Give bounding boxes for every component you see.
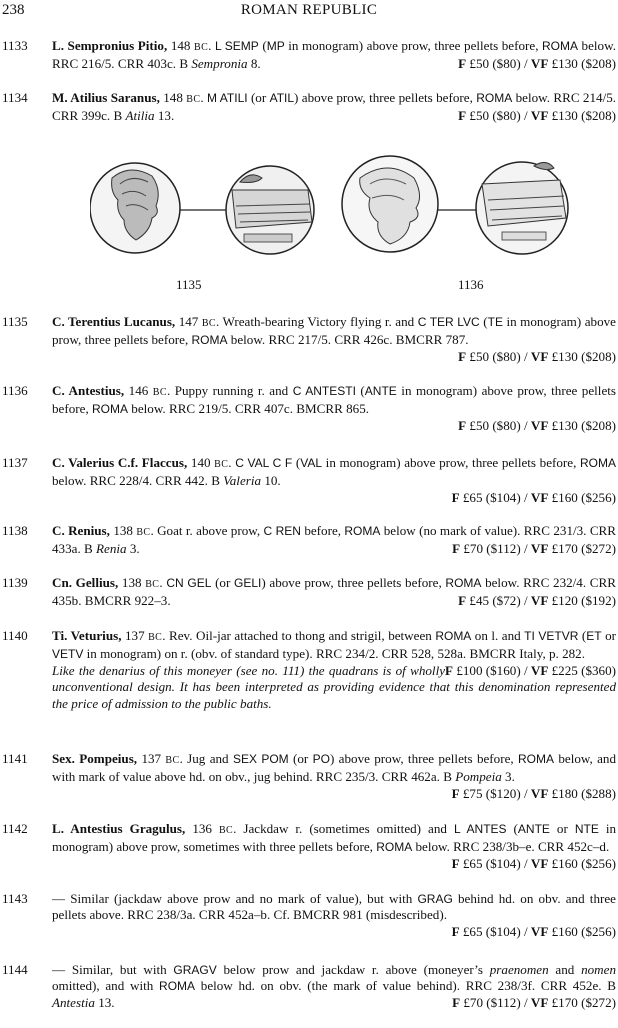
catalog-entry-1133 — [0, 38, 618, 73]
entry-number: 1142 — [2, 821, 28, 836]
coin-legend: L SEMP — [214, 39, 259, 53]
price-line: F £50 ($80) / VF £130 ($208) — [458, 348, 616, 364]
coin-legend: ROMA — [542, 39, 579, 53]
coin-legend: ANTE — [364, 384, 397, 398]
entry-text: L. Antestius Gragulus, 136 BC. Jackdaw r. (sometimes omitted) and L ANTES (ANTE or NTE in monogram) above prow, sometimes with three pellets before, ROMA below. RRC 238/3b–e. CRR 452c–d. F £65 ($104) / VF £160 ($256) — [52, 821, 617, 871]
coin-legend: C TER LVC — [417, 315, 480, 329]
coin-legend: C ANTESTI — [292, 384, 356, 398]
coin-legend: CN GEL — [166, 576, 212, 590]
coin-1136-reverse — [476, 162, 568, 254]
reference-name: Renia — [96, 541, 127, 557]
coin-legend: ROMA — [376, 840, 413, 855]
entry-number: 1135 — [2, 314, 28, 329]
reference-name: Pompeia — [455, 769, 502, 785]
entry-number: 1139 — [2, 575, 28, 590]
coin-legend: ANTE — [517, 822, 550, 836]
coin-legend: M ATILI — [207, 91, 248, 105]
entry-number: 1141 — [2, 751, 28, 766]
moneyer-name: L. Sempronius Pitio, — [52, 38, 168, 53]
moneyer-name: L. Antestius Gragulus, — [52, 821, 186, 836]
moneyer-name: Cn. Gellius, — [52, 575, 119, 590]
coin-legend: GRAG — [417, 892, 453, 906]
running-header — [0, 2, 618, 20]
coin-legend: ROMA — [344, 524, 381, 538]
entry-text: L. Sempronius Pitio, 148 BC. L SEMP (MP in monogram) above prow, three pellets before, ROMA below. RRC 216/5. CRR 403c. B Sempronia 8. F £50 ($80) / VF £130 ($208) — [52, 38, 616, 72]
coin-legend: MP — [266, 39, 285, 53]
entry-number: 1143 — [2, 891, 28, 906]
moneyer-name: C. Renius, — [52, 523, 110, 538]
price-line: F £65 ($104) / VF £160 ($256) — [451, 855, 616, 871]
catalog-entry-1142 — [0, 821, 618, 872]
entry-text: Ti. Veturius, 137 BC. Rev. Oil-jar attached to thong and strigil, between ROMA on l. and TI VETVR (ET or VETV in monogram) on r. (obv. of standard type). RRC 234/2. CRR 528, 528a. BMCRR Italy, p. 282. F £100 ($160) / VF £225 ($360) Like the denarius of this moneyer (see no. 111) the quadrans is of wholly unconventional design. It has been interpreted as providing evidence that this denomination represented the price of admission to the public baths. — [52, 628, 617, 711]
coin-legend: ET — [586, 629, 602, 643]
moneyer-name: M. Atilius Saranus, — [52, 90, 160, 105]
entry-text: M. Atilius Saranus, 148 BC. M ATILI (or ATIL) above prow, three pellets before, ROMA below. RRC 214/5. CRR 399c. B Atilia 13. F £50 ($80) / VF £130 ($208) — [52, 90, 617, 124]
catalog-entry-1139 — [0, 575, 618, 610]
coin-legend: GELI — [234, 576, 262, 590]
price-line: F £70 ($112) / VF £170 ($272) — [452, 541, 616, 557]
coin-legend: C REN — [263, 524, 301, 538]
figure-caption: 1136 — [458, 277, 484, 292]
coin-1135-reverse — [226, 166, 314, 254]
catalog-entry-1141 — [0, 751, 618, 802]
coin-legend: VETV — [52, 647, 84, 662]
coin-legend: PO — [312, 752, 330, 766]
catalog-entry-1135 — [0, 314, 618, 365]
entry-number: 1138 — [2, 523, 28, 538]
page-number: 238 — [2, 2, 25, 18]
coin-legend: TE — [487, 315, 503, 329]
reference-name: Valeria — [223, 473, 262, 489]
entry-text: C. Terentius Lucanus, 147 BC. Wreath-bearing Victory flying r. and C TER LVC (TE in monogram) above prow, three pellets before, ROMA below. RRC 217/5. CRR 426c. BMCRR 787. F £50 ($80) / VF £130 ($208) — [52, 314, 616, 364]
price-line: F £65 ($104) / VF £160 ($256) — [451, 489, 616, 505]
entry-text: C. Antestius, 146 BC. Puppy running r. and C ANTESTI (ANTE in monogram) above prow, three pellets before, ROMA below. RRC 219/5. CRR 407c. BMCRR 865. F £50 ($80) / VF £130 ($208) — [52, 383, 616, 433]
price-line: F £100 ($160) / VF £225 ($360) — [445, 662, 616, 678]
entry-number: 1140 — [2, 628, 28, 643]
price-line: F £65 ($104) / VF £160 ($256) — [451, 923, 616, 939]
coin-legend: ROMA — [92, 402, 128, 417]
coin-legend: ROMA — [191, 333, 228, 348]
coin-legend: ROMA — [445, 576, 482, 590]
price-line: F £75 ($120) / VF £180 ($288) — [451, 785, 616, 801]
price-line: F £50 ($80) / VF £130 ($208) — [458, 417, 616, 433]
price-line: F £50 ($80) / VF £130 ($208) — [458, 108, 616, 124]
entry-number: 1144 — [2, 962, 28, 977]
catalog-entry-1138 — [0, 523, 618, 558]
coin-legend: L ANTES — [453, 822, 507, 836]
moneyer-name: C. Valerius C.f. Flaccus, — [52, 455, 188, 470]
coin-legend: NTE — [574, 822, 599, 836]
coin-illustrations — [90, 148, 590, 298]
entry-text: Cn. Gellius, 138 BC. CN GEL (or GELI) above prow, three pellets before, ROMA below. RRC 232/4. CRR 435b. BMCRR 922–3. F £45 ($72) / VF £120 ($192) — [52, 575, 616, 609]
reference-name: Atilia — [125, 108, 155, 124]
coin-legend: C VAL C F — [235, 456, 293, 470]
coin-legend: ROMA — [580, 456, 616, 470]
moneyer-name: C. Antestius, — [52, 383, 125, 398]
moneyer-name: Sex. Pompeius, — [52, 751, 138, 766]
coin-legend: ROMA — [476, 91, 513, 105]
figure-caption: 1135 — [176, 277, 202, 292]
catalog-entry-1143 — [0, 891, 618, 940]
running-title: ROMAN REPUBLIC — [240, 2, 378, 18]
coin-legend: TI VETVR — [524, 629, 579, 643]
entry-text: — Similar (jackdaw above prow and no mark of value), but with GRAG behind hd. on obv. and three pellets above. RRC 238/3a. CRR 452a–b. Cf. BMCRR 981 (misdescribed). F £65 ($104) / VF £160 ($256) — [52, 891, 616, 939]
entry-date: 148 — [170, 38, 191, 53]
coin-1136-obverse — [342, 156, 438, 252]
entry-note: Like the denarius of this moneyer (see no. 111) the quadrans is of wholly unconventional design. It has been interpreted as providing evidence that this denomination represented the price of admission to the public baths. — [52, 662, 616, 711]
catalog-entry-1137 — [0, 455, 618, 506]
reference-name: Sempronia — [191, 56, 248, 72]
moneyer-name: C. Terentius Lucanus, — [52, 314, 176, 329]
entry-text: — Similar, but with GRAGV below prow and jackdaw r. above (moneyer’s praenomen and nomen omitted), and with ROMA below hd. on obv. (the mark of value behind). RRC 238/3f. CRR 452e. B Antestia 13. F £70 ($112) / VF £170 ($272) — [52, 962, 616, 1010]
coin-legend: ROMA — [435, 629, 472, 643]
coin-legend: SEX POM — [232, 752, 289, 766]
entry-text: Sex. Pompeius, 137 BC. Jug and SEX POM (or PO) above prow, three pellets before, ROMA below, and with mark of value above hd. on obv., jug behind. RRC 235/3. CRR 462a. B Pompeia 3. F £75 ($120) / VF £180 ($288) — [52, 751, 616, 801]
entry-number: 1133 — [2, 38, 28, 53]
coin-legend: ROMA — [159, 979, 196, 994]
coin-drawings — [90, 148, 590, 298]
coin-legend: VAL — [300, 456, 323, 470]
coin-legend: GRAGV — [173, 963, 217, 977]
era-label: BC — [194, 42, 209, 53]
price-line: F £50 ($80) / VF £130 ($208) — [458, 56, 616, 72]
coin-legend: ROMA — [518, 752, 554, 766]
price-line: F £70 ($112) / VF £170 ($272) — [452, 994, 616, 1010]
reference-name: Antestia — [52, 994, 95, 1010]
entry-number: 1137 — [2, 455, 28, 470]
entry-text: C. Valerius C.f. Flaccus, 140 BC. C VAL C F (VAL in monogram) above prow, three pellets before, ROMA below. RRC 228/4. CRR 442. B Valeria 10. F £65 ($104) / VF £160 ($256) — [52, 455, 616, 505]
price-line: F £45 ($72) / VF £120 ($192) — [458, 593, 616, 609]
catalog-entry-1140 — [0, 628, 618, 712]
moneyer-name: Ti. Veturius, — [52, 628, 122, 643]
catalog-entry-1134 — [0, 90, 618, 125]
coin-1135-obverse — [90, 163, 180, 253]
entry-number: 1136 — [2, 383, 28, 398]
catalog-entry-1144 — [0, 962, 618, 1011]
catalog-entry-1136 — [0, 383, 618, 434]
entry-text: C. Renius, 138 BC. Goat r. above prow, C REN before, ROMA below (no mark of value). RRC 231/3. CRR 433a. B Renia 3. F £70 ($112) / VF £170 ($272) — [52, 523, 617, 557]
coin-legend: ATIL — [269, 91, 295, 105]
entry-number: 1134 — [2, 90, 28, 105]
